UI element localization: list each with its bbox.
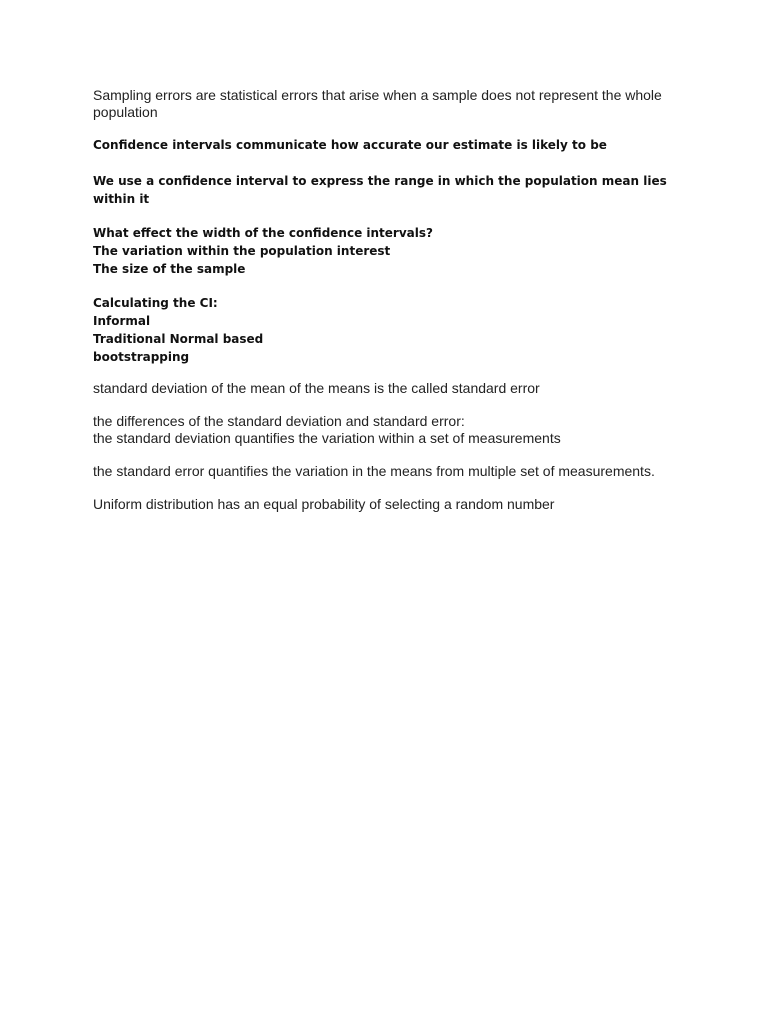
block-calculating-ci-line-1: Calculating the CI:: [93, 296, 218, 310]
block-calculating-ci-line-3: Traditional Normal based: [93, 332, 264, 346]
block-width-effects-line-3: The size of the sample: [93, 262, 246, 276]
paragraph-confidence-interval-range: We use a confidence interval to express the range in which the population mean lies within it: [93, 174, 667, 206]
paragraph-uniform-distribution: Uniform distribution has an equal probability of selecting a random number: [93, 496, 555, 512]
paragraph-sampling-errors: Sampling errors are statistical errors that arise when a sample does not represent the whole population: [93, 87, 662, 120]
paragraph-confidence-intervals: Confidence intervals communicate how accurate our estimate is likely to be: [93, 138, 607, 152]
block-calculating-ci: [93, 294, 683, 366]
block-calculating-ci-line-2: Informal: [93, 314, 151, 328]
document-body: [93, 87, 683, 513]
block-width-effects: [93, 224, 683, 278]
paragraph-standard-error-definition: standard deviation of the mean of the means is the called standard error: [93, 380, 540, 396]
block-sd-vs-se: [93, 413, 683, 447]
block-calculating-ci-line-4: bootstrapping: [93, 350, 190, 364]
block-width-effects-line-1: What effect the width of the confidence intervals?: [93, 226, 433, 240]
block-width-effects-line-2: The variation within the population interest: [93, 244, 391, 258]
block-sd-vs-se-line-1: the differences of the standard deviation and standard error:: [93, 413, 465, 429]
block-sd-vs-se-line-2: the standard deviation quantifies the variation within a set of measurements: [93, 430, 561, 446]
paragraph-standard-error-variation: the standard error quantifies the variation in the means from multiple set of measurements.: [93, 463, 655, 479]
